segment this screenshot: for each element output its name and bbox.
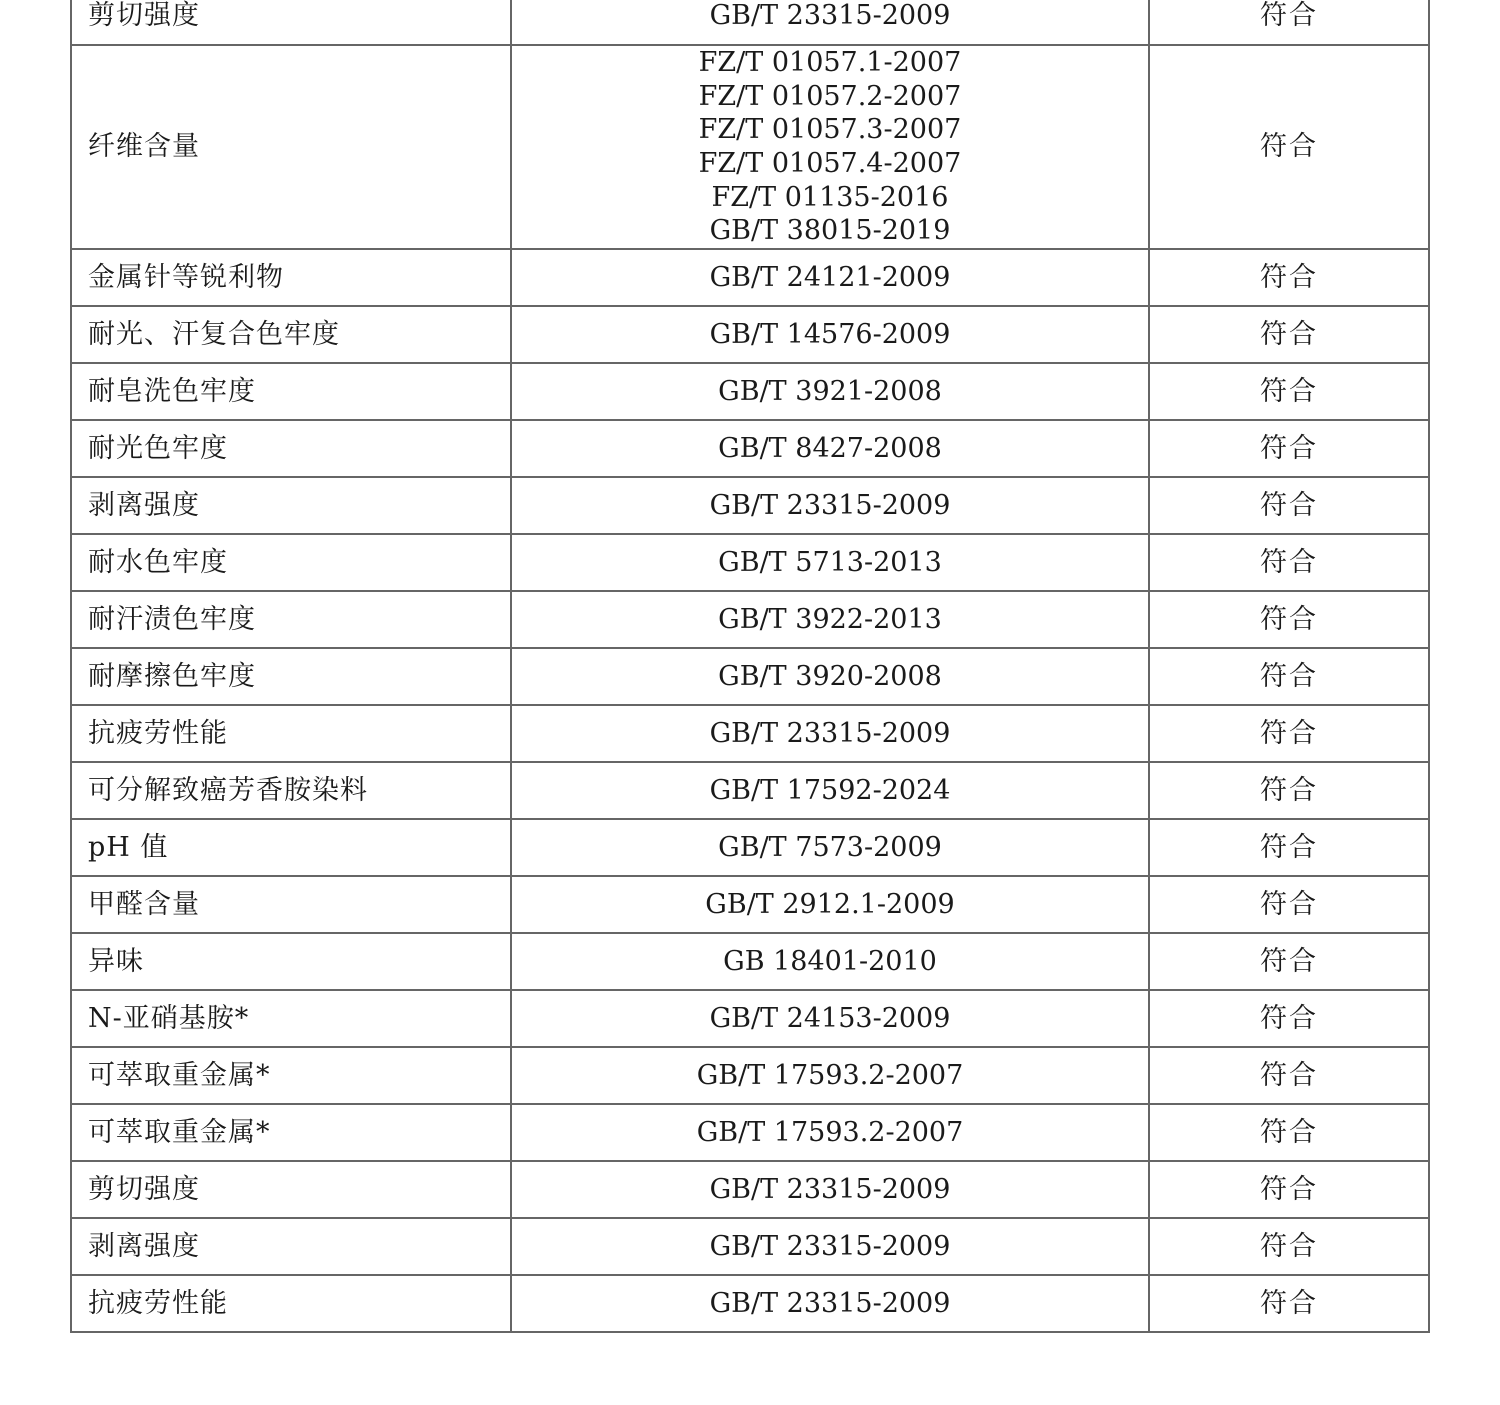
test-result-cell: 符合: [1149, 762, 1429, 819]
test-result-cell: 符合: [1149, 306, 1429, 363]
table-row: [71, 306, 1429, 363]
table-row: [71, 1161, 1429, 1218]
test-result-cell: 符合: [1149, 363, 1429, 420]
table-row: [71, 477, 1429, 534]
test-item-cell: 耐汗渍色牢度: [71, 591, 511, 648]
test-item-cell: 剪切强度: [71, 0, 511, 45]
test-result-cell: 符合: [1149, 648, 1429, 705]
test-standard: GB/T 23315-2009: [709, 717, 951, 749]
test-standard: FZ/T 01057.1-2007: [698, 47, 962, 79]
test-standard: GB/T 23315-2009: [709, 1173, 951, 1205]
test-standard-cell: [511, 762, 1149, 819]
test-standard: GB/T 17592-2024: [709, 774, 951, 806]
test-item-cell: 可萃取重金属*: [71, 1047, 511, 1104]
test-result-cell: 符合: [1149, 705, 1429, 762]
table-row: [71, 876, 1429, 933]
test-standard-cell: [511, 648, 1149, 705]
test-standard: GB/T 24153-2009: [709, 1002, 951, 1034]
test-standard: GB 18401-2010: [723, 945, 937, 977]
test-standard-cell: [511, 1275, 1149, 1332]
test-item-cell: pH 值: [71, 819, 511, 876]
test-results-table: [70, 0, 1430, 1333]
test-item-cell: 耐光、汗复合色牢度: [71, 306, 511, 363]
test-result-cell: 符合: [1149, 819, 1429, 876]
table-row: [71, 363, 1429, 420]
test-result-cell: 符合: [1149, 1218, 1429, 1275]
test-result-cell: 符合: [1149, 876, 1429, 933]
test-item-cell: 金属针等锐利物: [71, 249, 511, 306]
test-standard: GB/T 8427-2008: [718, 432, 942, 464]
test-standard-cell: [511, 1047, 1149, 1104]
table-row: [71, 0, 1429, 45]
test-item-cell: 剥离强度: [71, 477, 511, 534]
table-row: [71, 819, 1429, 876]
test-item-cell: 耐水色牢度: [71, 534, 511, 591]
test-results-body: [71, 0, 1429, 1332]
test-result-cell: 符合: [1149, 477, 1429, 534]
test-standard: GB/T 3921-2008: [718, 375, 942, 407]
test-standard-cell: [511, 1218, 1149, 1275]
test-standard: GB/T 5713-2013: [718, 546, 942, 578]
test-item-cell: 耐皂洗色牢度: [71, 363, 511, 420]
test-item-cell: 耐光色牢度: [71, 420, 511, 477]
test-result-cell: 符合: [1149, 1161, 1429, 1218]
test-standard: GB/T 23315-2009: [709, 1230, 951, 1262]
test-standard: GB/T 23315-2009: [709, 0, 951, 32]
test-result-cell: 符合: [1149, 990, 1429, 1047]
test-item-cell: 异味: [71, 933, 511, 990]
test-item-cell: 抗疲劳性能: [71, 705, 511, 762]
test-standard: FZ/T 01057.3-2007: [698, 114, 962, 146]
test-standard: GB/T 17593.2-2007: [696, 1059, 964, 1091]
test-standard: GB/T 38015-2019: [709, 215, 951, 247]
test-standard-cell: [511, 420, 1149, 477]
test-result-cell: 符合: [1149, 591, 1429, 648]
test-standard-cell: [511, 45, 1149, 249]
test-standard-cell: [511, 477, 1149, 534]
test-standard: GB/T 24121-2009: [709, 261, 951, 293]
test-item-cell: 可萃取重金属*: [71, 1104, 511, 1161]
table-row: [71, 420, 1429, 477]
test-standard-cell: [511, 1104, 1149, 1161]
test-item-cell: N-亚硝基胺*: [71, 990, 511, 1047]
test-standard: GB/T 3922-2013: [718, 603, 942, 635]
test-standard: GB/T 17593.2-2007: [696, 1116, 964, 1148]
test-standard-cell: [511, 0, 1149, 45]
test-result-cell: 符合: [1149, 1275, 1429, 1332]
test-result-cell: 符合: [1149, 1104, 1429, 1161]
test-standard-cell: [511, 249, 1149, 306]
test-item-cell: 可分解致癌芳香胺染料: [71, 762, 511, 819]
test-standard-cell: [511, 990, 1149, 1047]
test-standard-cell: [511, 876, 1149, 933]
test-item-cell: 纤维含量: [71, 45, 511, 249]
test-standard-cell: [511, 306, 1149, 363]
test-result-cell: 符合: [1149, 420, 1429, 477]
test-standard-cell: [511, 534, 1149, 591]
table-row: [71, 1218, 1429, 1275]
test-standard: FZ/T 01057.4-2007: [698, 148, 962, 179]
table-row: [71, 1104, 1429, 1161]
table-row: [71, 1275, 1429, 1332]
test-standard: GB/T 23315-2009: [709, 1287, 951, 1319]
table-row: [71, 762, 1429, 819]
test-item-cell: 耐摩擦色牢度: [71, 648, 511, 705]
test-item-cell: 剪切强度: [71, 1161, 511, 1218]
table-row: [71, 249, 1429, 306]
test-result-cell: 符合: [1149, 0, 1429, 45]
test-standard-cell: [511, 705, 1149, 762]
test-standard-cell: [511, 591, 1149, 648]
test-standard: GB/T 7573-2009: [718, 831, 942, 863]
table-row: [71, 45, 1429, 249]
table-row: [71, 990, 1429, 1047]
table-row: [71, 705, 1429, 762]
test-standard-cell: [511, 933, 1149, 990]
test-result-cell: 符合: [1149, 249, 1429, 306]
test-result-cell: 符合: [1149, 534, 1429, 591]
test-item-cell: 抗疲劳性能: [71, 1275, 511, 1332]
test-result-cell: 符合: [1149, 1047, 1429, 1104]
test-standard-cell: [511, 1161, 1149, 1218]
test-item-cell: 甲醛含量: [71, 876, 511, 933]
test-result-cell: 符合: [1149, 45, 1429, 249]
test-standard: GB/T 2912.1-2009: [705, 888, 955, 920]
test-standard: GB/T 23315-2009: [709, 489, 951, 521]
table-row: [71, 1047, 1429, 1104]
test-result-cell: 符合: [1149, 933, 1429, 990]
table-row: [71, 933, 1429, 990]
test-standard: GB/T 14576-2009: [709, 318, 951, 350]
table-row: [71, 648, 1429, 705]
test-standard: FZ/T 01057.2-2007: [698, 80, 962, 112]
table-row: [71, 591, 1429, 648]
test-standard-cell: [511, 819, 1149, 876]
test-standard-cell: [511, 363, 1149, 420]
test-standard: FZ/T 01135-2016: [711, 181, 949, 213]
test-item-cell: 剥离强度: [71, 1218, 511, 1275]
test-standard: GB/T 3920-2008: [718, 660, 942, 692]
table-row: [71, 534, 1429, 591]
